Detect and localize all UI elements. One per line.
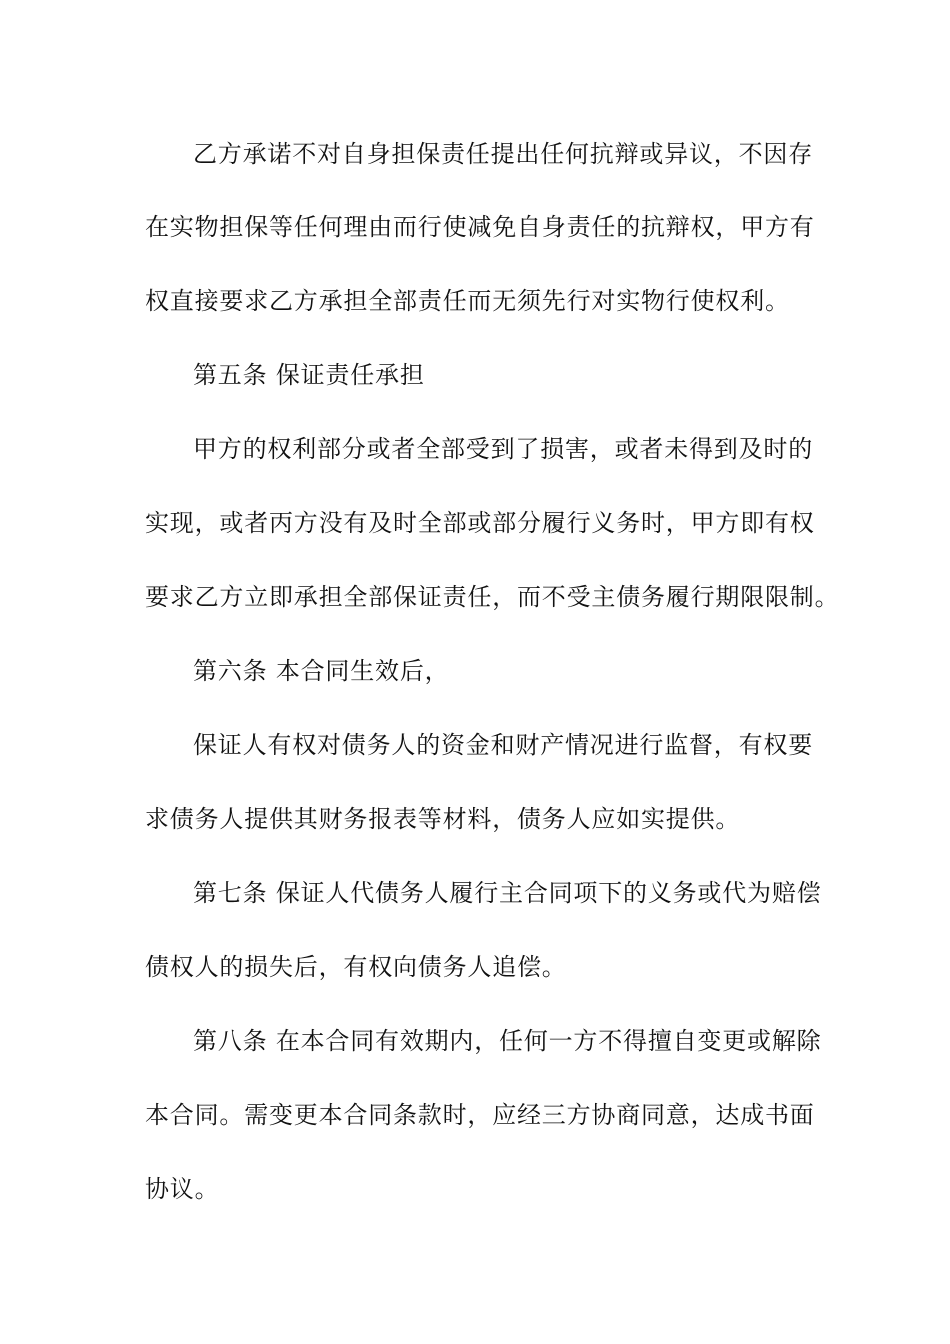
article-heading: 第六条 本合同生效后， (193, 657, 450, 685)
article-heading: 第五条 保证责任承担 (193, 361, 425, 389)
paragraph-line: 在实物担保等任何理由而行使减免自身责任的抗辩权，甲方有 (145, 213, 815, 241)
paragraph-line: 要求乙方立即承担全部保证责任，而不受主债务履行期限限制。 (145, 583, 840, 611)
paragraph-line: 甲方的权利部分或者全部受到了损害，或者未得到及时的 (193, 435, 813, 463)
paragraph-line: 权直接要求乙方承担全部责任而无须先行对实物行使权利。 (145, 287, 790, 315)
paragraph-line: 乙方承诺不对自身担保责任提出任何抗辩或异议，不因存 (193, 140, 813, 168)
paragraph-line: 实现，或者丙方没有及时全部或部分履行义务时，甲方即有权 (145, 509, 815, 537)
paragraph-line: 保证人有权对债务人的资金和财产情况进行监督，有权要 (193, 731, 813, 759)
paragraph-line: 协议。 (145, 1175, 220, 1203)
paragraph-line: 债权人的损失后，有权向债务人追偿。 (145, 953, 567, 981)
article-heading: 第八条 在本合同有效期内，任何一方不得擅自变更或解除 (193, 1027, 822, 1055)
article-heading: 第七条 保证人代债务人履行主合同项下的义务或代为赔偿 (193, 879, 822, 907)
paragraph-line: 求债务人提供其财务报表等材料，债务人应如实提供。 (145, 805, 741, 833)
paragraph-line: 本合同。需变更本合同条款时，应经三方协商同意，达成书面 (145, 1101, 815, 1129)
